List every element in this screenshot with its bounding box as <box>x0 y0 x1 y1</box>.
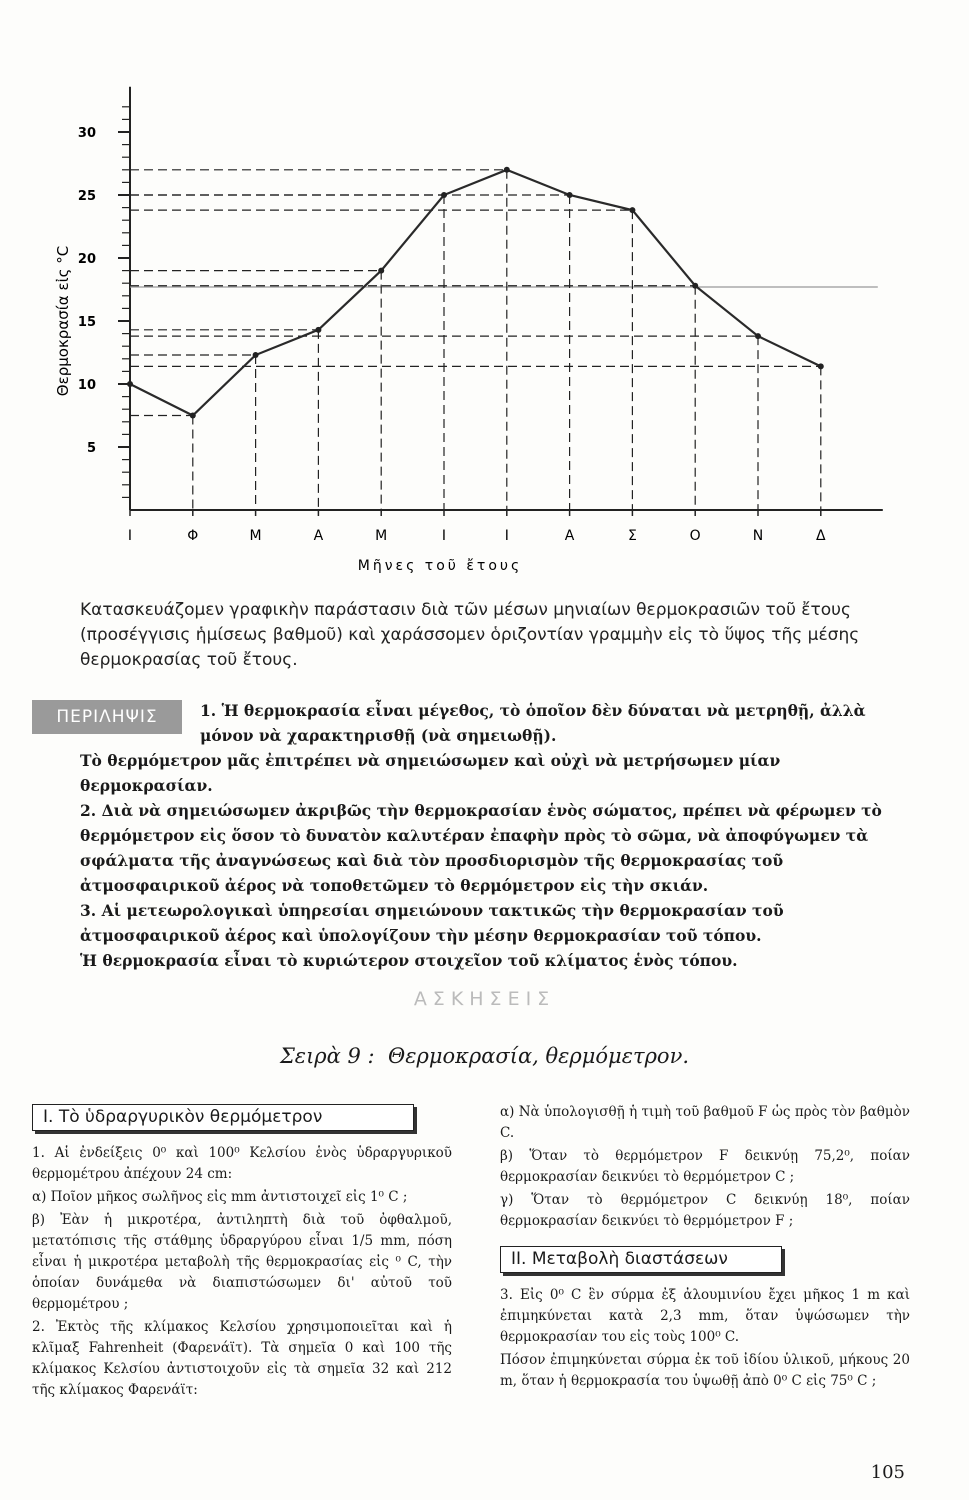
exercise-1b: β) Ἐὰν ἡ μικροτέρα, ἀντιληπτὴ διὰ τοῦ ὀφθαλμοῦ, μετατόπισις τῆς στάθμης ὑδραργύρου εἶναι 1/5 mm, πόση εἶναι ἡ μικροτέρα μεταβολὴ τῆς θερμοκρασίας εἰς ⁰ C, τὴν ὁποίαν δυνάμεθα νὰ διαπιστώσωμεν δι' αὐτοῦ τοῦ θερμομέτρου ; <box>32 1212 452 1312</box>
x-tick-label: Ο <box>689 528 701 544</box>
summary-point-3b: Ἡ θερμοκρασία εἶναι τὸ κυριώτερον στοιχεῖον τοῦ κλίματος ἑνὸς τόπου. <box>80 951 738 970</box>
data-point <box>315 327 321 333</box>
x-tick-label: Δ <box>816 528 826 544</box>
x-tick-label: Α <box>313 528 324 544</box>
data-point <box>127 381 133 387</box>
data-point <box>567 192 573 198</box>
data-point <box>378 268 384 274</box>
x-tick-label: Α <box>564 528 575 544</box>
section-box-dimensions: ΙΙ. Μεταβολὴ διαστάσεων <box>500 1246 782 1273</box>
x-tick-label: Ι <box>504 528 509 544</box>
exercise-1: 1. Αἱ ἐνδείξεις 0⁰ καὶ 100⁰ Κελσίου ἑνὸς ὑδραργυρικοῦ θερμομέτρου ἀπέχουν 24 cm: <box>32 1145 452 1182</box>
exercise-2b: β) Ὅταν τὸ θερμόμετρον F δεικνύῃ 75,2⁰, ποίαν θερμοκρασίαν δεικνύει τὸ θερμόμετρον C ; <box>500 1148 910 1185</box>
data-point <box>755 333 761 339</box>
temperature-chart <box>0 0 969 590</box>
exercise-3b: Πόσον ἐπιμηκύνεται σύρμα ἐκ τοῦ ἰδίου ὑλικοῦ, μήκους 20 m, ὅταν ἡ θερμοκρασία του ὑψωθῇ ἀπὸ 0⁰ C εἰς 75⁰ C ; <box>500 1352 910 1389</box>
data-point <box>629 207 635 213</box>
data-point <box>504 167 510 173</box>
summary-point-1: 1. Ἡ θερμοκρασία εἶναι μέγεθος, τὸ ὁποῖον δὲν δύναται νὰ μετρηθῇ, ἀλλὰ μόνον νὰ χαρακτηρισθῇ (νὰ σημειωθῇ). <box>200 701 866 745</box>
exercise-1a: α) Ποῖον μῆκος σωλῆνος εἰς mm ἀντιστοιχεῖ εἰς 1⁰ C ; <box>32 1189 408 1205</box>
series-name: Θερμοκρασία, θερμόμετρον. <box>387 1044 690 1068</box>
y-tick-label: 30 <box>77 126 96 141</box>
data-point <box>441 192 447 198</box>
exercise-3: 3. Εἰς 0⁰ C ἓν σύρμα ἐξ ἀλουμινίου ἔχει μῆκος 1 m καὶ ἐπιμηκύνεται κατὰ 2,3 mm, ὅταν ὑψώσωμεν τὴν θερμοκρασίαν του εἰς τοὺς 100⁰ C. <box>500 1287 910 1345</box>
y-axis-label: Θερμοκρασία εἰς °C <box>54 245 72 397</box>
y-tick-label: 10 <box>77 378 96 393</box>
y-tick-label: 15 <box>77 315 96 330</box>
chart-caption: Κατασκευάζομεν γραφικὴν παράστασιν διὰ τῶν μέσων μηνιαίων θερμοκρασιῶν τοῦ ἔτους (προσέγγισις ἡμίσεως βαθμοῦ) καὶ χαράσσομεν ὁριζοντίαν γραμμὴν εἰς τὸ ὕψος τῆς μέσης θερμοκρασίας τοῦ ἔτους. <box>80 600 860 670</box>
x-tick-label: Μ <box>249 528 262 544</box>
data-point <box>692 283 698 289</box>
x-axis-label: Μῆνες τοῦ ἔτους <box>357 558 523 574</box>
summary-point-3: 3. Αἱ μετεωρολογικαὶ ὑπηρεσίαι σημειώνουν τακτικῶς τὴν θερμοκρασίαν τοῦ ἀτμοσφαιρικοῦ ἀέρος καὶ ὑπολογίζουν τὴν μέσην θερμοκρασίαν τοῦ τόπου. <box>80 901 784 945</box>
exercise-2: 2. Ἐκτὸς τῆς κλίμακος Κελσίου χρησιμοποιεῖται καὶ ἡ κλῖμαξ Fahrenheit (Φαρενάϊτ). Τὰ σημεῖα 0 καὶ 100 τῆς κλίμακος Κελσίου ἀντιστοιχοῦν εἰς τὰ σημεῖα 32 καὶ 212 τῆς κλίμακος Φαρενάϊτ: <box>32 1319 452 1398</box>
y-tick-label: 25 <box>77 189 96 204</box>
temperature-series-line <box>130 170 821 416</box>
data-point <box>253 352 259 358</box>
section-box-thermometer: Ι. Τὸ ὑδραργυρικὸν θερμόμετρον <box>32 1104 414 1131</box>
y-tick-label: 5 <box>86 441 96 456</box>
series-title <box>0 1044 969 1068</box>
exercises-heading: ΑΣΚΗΣΕΙΣ <box>413 988 556 1010</box>
x-tick-label: Μ <box>375 528 388 544</box>
data-point <box>190 413 196 419</box>
page-number: 105 <box>870 1462 905 1483</box>
summary-section <box>80 698 910 973</box>
x-tick-label: Φ <box>187 528 199 544</box>
x-tick-label: Σ <box>627 528 637 544</box>
exercise-2c: γ) Ὅταν τὸ θερμόμετρον C δεικνύῃ 18⁰, ποίαν θερμοκρασίαν δεικνύει τὸ θερμόμετρον F ; <box>500 1192 910 1229</box>
summary-label: ΠΕΡΙΛΗΨΙΣ <box>32 700 182 734</box>
summary-point-1b: Τὸ θερμόμετρον μᾶς ἐπιτρέπει νὰ σημειώσωμεν καὶ οὐχὶ νὰ μετρήσωμεν μίαν θερμοκρασίαν. <box>80 751 781 795</box>
data-point <box>818 363 824 369</box>
right-column <box>500 1102 910 1394</box>
x-tick-label: Ν <box>752 528 764 544</box>
summary-point-2: 2. Διὰ νὰ σημειώσωμεν ἀκριβῶς τὴν θερμοκρασίαν ἑνὸς σώματος, πρέπει νὰ φέρωμεν τὸ θερμόμετρον εἰς ὅσον τὸ δυνατὸν καλυτέραν ἐπαφὴν πρὸς τὸ σῶμα, νὰ ἀποφύγωμεν τὰ σφάλματα τῆς ἀναγνώσεως καὶ διὰ τὸν προσδιορισμὸν τῆς θερμοκρασίας τοῦ ἀτμοσφαιρικοῦ ἀέρος νὰ τοποθετῶμεν τὸ θερμόμετρον εἰς τὴν σκιάν. <box>80 801 882 895</box>
x-tick-label: Ι <box>441 528 447 544</box>
series-prefix: Σειρὰ 9 : <box>279 1044 375 1068</box>
exercise-2a: α) Νὰ ὑπολογισθῇ ἡ τιμὴ τοῦ βαθμοῦ F ὡς πρὸς τὸν βαθμὸν C. <box>500 1104 910 1141</box>
y-tick-label: 20 <box>77 252 96 267</box>
left-column <box>32 1102 452 1403</box>
x-tick-label: Ι <box>127 528 133 544</box>
